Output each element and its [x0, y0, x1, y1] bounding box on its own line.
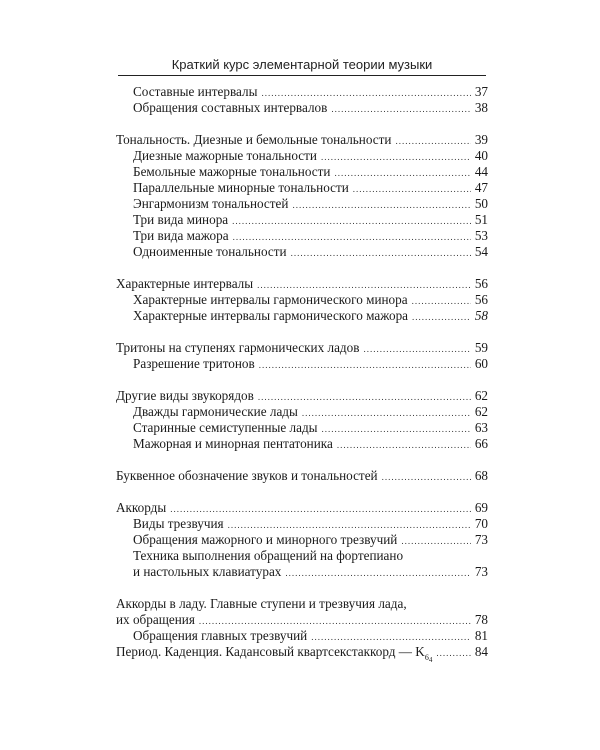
- toc-leader: [363, 341, 471, 357]
- toc-entry-title: Аккорды в ладу. Главные ступени и трезвучия лада,: [116, 596, 407, 611]
- toc-entry-title: Тритоны на ступенях гармонических ладов: [116, 340, 360, 355]
- toc-leader: [412, 293, 471, 309]
- toc-leader: [292, 197, 471, 213]
- toc-entry[interactable]: [116, 388, 488, 404]
- toc-entry[interactable]: [133, 180, 488, 196]
- toc-entry-title: Другие виды звукорядов: [116, 388, 254, 403]
- toc-entry-title: и настольных клавиатурах: [133, 564, 282, 579]
- toc-leader: [261, 85, 471, 101]
- toc-page-number: 40: [474, 148, 488, 163]
- toc-entry-title: Буквенное обозначение звуков и тональностей: [116, 468, 378, 483]
- toc-leader: [412, 309, 471, 325]
- toc-entry[interactable]: [116, 596, 488, 612]
- toc-leader: [395, 133, 471, 149]
- toc-leader: [199, 613, 471, 629]
- toc-entry[interactable]: [133, 100, 488, 116]
- toc-leader: [170, 501, 471, 517]
- toc-leader: [302, 405, 471, 421]
- toc-entry[interactable]: [133, 228, 488, 244]
- toc-leader: [257, 277, 471, 293]
- toc-entry[interactable]: [133, 164, 488, 180]
- toc-entry-title: Обращения главных трезвучий: [133, 628, 308, 643]
- toc-page-number: 62: [474, 404, 488, 419]
- toc-page-number: 56: [474, 276, 488, 291]
- toc-entry[interactable]: [133, 436, 488, 452]
- toc-entry[interactable]: [116, 340, 488, 356]
- toc-page-number: 56: [474, 292, 488, 307]
- toc-entry[interactable]: [133, 308, 488, 324]
- toc-entry[interactable]: [133, 292, 488, 308]
- toc-entry-title: Мажорная и минорная пентатоника: [133, 436, 333, 451]
- toc-entry-title: Три вида мажора: [133, 228, 229, 243]
- toc-entry[interactable]: [116, 276, 488, 292]
- toc-entry-title: Обращения мажорного и минорного трезвучий: [133, 532, 398, 547]
- toc-page-number: 39: [474, 132, 488, 147]
- toc-entry[interactable]: [116, 132, 488, 148]
- toc-leader: [436, 645, 471, 661]
- toc-entry-title: Виды трезвучия: [133, 516, 224, 531]
- toc-leader: [228, 517, 471, 533]
- toc-page-number: 66: [474, 436, 488, 451]
- toc-entry[interactable]: [133, 84, 488, 100]
- toc-entry-title: Характерные интервалы: [116, 276, 254, 291]
- toc-entry[interactable]: [116, 500, 488, 516]
- toc-leader: [233, 229, 471, 245]
- toc-page-number: 59: [474, 340, 488, 355]
- toc-entry[interactable]: [133, 628, 488, 644]
- toc-entry-title: их обращения: [116, 612, 195, 627]
- toc-leader: [321, 149, 471, 165]
- toc-leader: [259, 357, 471, 373]
- toc-entry-title: Старинные семиступенные лады: [133, 420, 318, 435]
- toc-leader: [311, 629, 471, 645]
- toc-leader: [337, 437, 471, 453]
- toc-entry[interactable]: [133, 564, 488, 580]
- toc-entry-title: Энгармонизм тональностей: [133, 196, 289, 211]
- toc-entry-title: Параллельные минорные тональности: [133, 180, 349, 195]
- toc-page-number: 81: [474, 628, 488, 643]
- toc-leader: [258, 389, 471, 405]
- toc-entry-title: Три вида минора: [133, 212, 229, 227]
- toc-page-number: 53: [474, 228, 488, 243]
- toc-page-number: 54: [474, 244, 488, 259]
- toc-entry[interactable]: [133, 196, 488, 212]
- toc-page-number: 78: [474, 612, 488, 627]
- toc-leader: [334, 165, 471, 181]
- toc-entry[interactable]: [133, 148, 488, 164]
- toc-page-number: 38: [474, 100, 488, 115]
- toc-leader: [353, 181, 471, 197]
- toc-leader: [291, 245, 471, 261]
- toc-leader: [322, 421, 471, 437]
- running-header: Краткий курс элементарной теории музыки: [171, 57, 433, 72]
- toc-entry-title: Бемольные мажорные тональности: [133, 164, 331, 179]
- toc-page-number: 73: [474, 532, 488, 547]
- toc-page-number: 62: [474, 388, 488, 403]
- toc-page-number: 37: [474, 84, 488, 99]
- toc-entry[interactable]: [116, 612, 488, 628]
- toc-entry-title: [116, 644, 432, 662]
- toc-page-number: 51: [474, 212, 488, 227]
- toc-page-number: 47: [474, 180, 488, 195]
- toc-page-number: 50: [474, 196, 488, 211]
- toc-entry[interactable]: [133, 532, 488, 548]
- toc-page-number: 63: [474, 420, 488, 435]
- toc-page-number: 68: [474, 468, 488, 483]
- toc-entry[interactable]: [133, 404, 488, 420]
- toc-entry-title: Аккорды: [116, 500, 167, 515]
- toc-subscript-4: 4: [428, 656, 433, 664]
- toc-entry-title: Одноименные тональности: [133, 244, 287, 259]
- toc-page-number: 70: [474, 516, 488, 531]
- toc-leader: [331, 101, 471, 117]
- toc-entry[interactable]: [133, 356, 488, 372]
- toc-entry[interactable]: [133, 244, 488, 260]
- toc-page-number: 69: [474, 500, 488, 515]
- toc-page-number: 73: [474, 564, 488, 579]
- toc-entry-title: Характерные интервалы гармонического мажора: [133, 308, 409, 323]
- toc-page-number: 58: [474, 308, 488, 323]
- toc-entry[interactable]: [133, 516, 488, 532]
- toc-entry-title: Дважды гармонические лады: [133, 404, 298, 419]
- toc-subscript-6: 6: [424, 653, 429, 662]
- toc-entry[interactable]: [116, 644, 488, 664]
- toc-entry-title: Разрешение тритонов: [133, 356, 255, 371]
- toc-entry-title: Тональность. Диезные и бемольные тональности: [116, 132, 392, 147]
- toc-page-number: 44: [474, 164, 488, 179]
- toc-entry-title: Техника выполнения обращений на фортепиано: [133, 548, 404, 563]
- toc-entry[interactable]: [116, 468, 488, 484]
- toc-entry[interactable]: [133, 212, 488, 228]
- toc-leader: [382, 469, 471, 485]
- toc-page-number: 60: [474, 356, 488, 371]
- toc-entry-title: Составные интервалы: [133, 84, 258, 99]
- toc-entry-title: Характерные интервалы гармонического минора: [133, 292, 408, 307]
- toc-entry-title-text: Период. Каденция. Кадансовый квартсекстаккорд — K: [116, 644, 425, 659]
- toc-leader: [232, 213, 471, 229]
- toc-leader: [285, 565, 471, 581]
- toc-entry[interactable]: [133, 420, 488, 436]
- toc-page-number: 84: [474, 644, 488, 659]
- toc-entry-title: Обращения составных интервалов: [133, 100, 328, 115]
- toc-entry-title: Диезные мажорные тональности: [133, 148, 317, 163]
- toc-leader: [401, 533, 471, 549]
- toc-entry[interactable]: [133, 548, 488, 564]
